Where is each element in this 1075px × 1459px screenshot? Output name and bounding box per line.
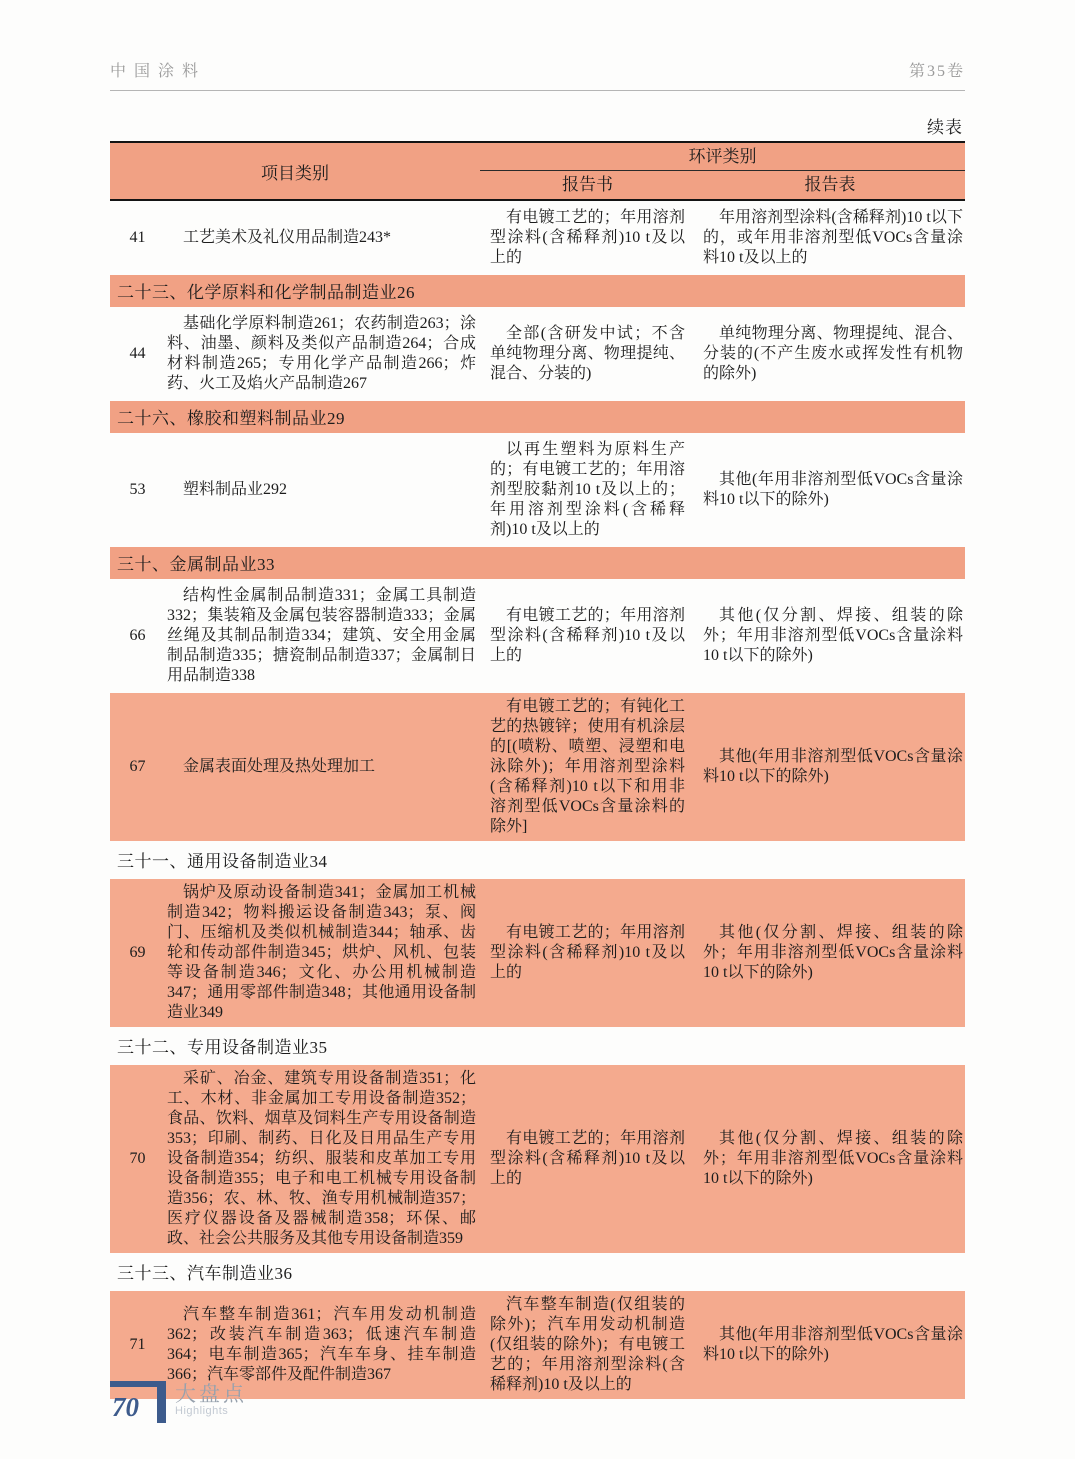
industry-section-header: 三十一、通用设备制造业34: [117, 852, 328, 871]
column-header-report-book: 报告书: [562, 175, 613, 194]
page-footer: [110, 1381, 247, 1423]
report-book-cell-text: 有电镀工艺的；年用溶剂型涂料(含稀释剂)10 t及以上的: [490, 607, 685, 664]
report-form-cell: [695, 747, 965, 787]
report-book-cell-text: 有电镀工艺的；年用溶剂型涂料(含稀释剂)10 t及以上的: [490, 924, 685, 981]
project-category-cell-text: 塑料制品业292: [183, 481, 288, 498]
footer-section-en: Highlights: [175, 1405, 229, 1417]
report-book-cell-text: 全部(含研发中试；不含单纯物理分离、物理提纯、混合、分装的): [490, 325, 685, 382]
row-number-cell-text: 69: [129, 944, 146, 961]
row-number-cell: [110, 626, 165, 646]
report-form-cell: [695, 606, 965, 666]
column-header-eia-group: [480, 143, 965, 199]
row-number-cell-text: 67: [129, 758, 146, 775]
report-form-cell-text: 其他(仅分割、焊接、组装的除外；年用非溶剂型低VOCs含量涂料10 t以下的除外): [703, 1130, 963, 1187]
report-book-cell: [480, 923, 695, 983]
project-category-cell: [165, 586, 480, 686]
project-category-cell: [165, 314, 480, 394]
row-number-cell-text: 71: [129, 1336, 146, 1353]
report-form-cell-text: 其他(仅分割、焊接、组装的除外；年用非溶剂型低VOCs含量涂料10 t以下的除外): [703, 607, 963, 664]
report-book-cell-text: 汽车整车制造(仅组装的除外)；汽车用发动机制造(仅组装的除外)；有电镀工艺的；年用溶剂型涂料(含稀释剂)10 t及以上的: [490, 1296, 685, 1393]
running-head: [110, 58, 965, 91]
industry-section-header: 三十二、专用设备制造业35: [117, 1038, 328, 1057]
row-number-cell-text: 70: [129, 1150, 146, 1167]
table-row: [110, 1065, 965, 1253]
page-number: 70: [112, 1392, 139, 1422]
volume-label: 第35卷: [908, 63, 965, 80]
continued-table-label: 续表: [927, 118, 963, 137]
report-form-cell: [695, 470, 965, 510]
project-category-cell-text: 工艺美术及礼仪用品制造243*: [183, 229, 392, 246]
row-number-cell: [110, 480, 165, 500]
report-form-cell: [695, 1325, 965, 1365]
report-book-cell-text: 以再生塑料为原料生产的；有电镀工艺的；年用溶剂型胶黏剂10 t及以上的；年用溶剂型涂料(含稀释剂)10 t及以上的: [490, 441, 685, 538]
report-book-cell-text: 有电镀工艺的；年用溶剂型涂料(含稀释剂)10 t及以上的: [490, 209, 685, 266]
row-number-cell: [110, 1335, 165, 1355]
footer-section-cn: 大盘点: [175, 1382, 247, 1406]
report-book-cell: [480, 1295, 695, 1395]
row-number-cell-text: 41: [129, 229, 146, 246]
column-header-report-form: 报告表: [804, 175, 856, 194]
project-category-cell: [165, 757, 480, 777]
report-form-cell: [695, 1129, 965, 1189]
table-row: [110, 582, 965, 690]
report-form-cell: [695, 208, 965, 268]
eia-category-text: 环评类别: [688, 147, 757, 166]
report-book-cell: [480, 208, 695, 268]
row-number-cell: [110, 943, 165, 963]
eia-subheaders: [480, 171, 965, 199]
journal-title: 中国涂料: [110, 63, 207, 80]
row-number-cell: [110, 228, 165, 248]
row-number-cell-text: 44: [129, 345, 146, 362]
report-book-cell: [480, 440, 695, 540]
report-form-cell-text: 其他(年用非溶剂型低VOCs含量涂料10 t以下的除外): [703, 748, 963, 785]
report-form-cell-text: 单纯物理分离、物理提纯、混合、分装的(不产生废水或挥发性有机物的除外): [703, 325, 963, 382]
row-number-cell-text: 53: [129, 481, 146, 498]
report-book-cell: [480, 1129, 695, 1189]
project-category-cell-text: 金属表面处理及热处理加工: [183, 758, 376, 775]
project-category-cell: [165, 228, 480, 248]
report-form-cell-text: 年用溶剂型涂料(含稀释剂)10 t以下的，或年用非溶剂型低VOCs含量涂料10 t及以上的: [703, 209, 963, 266]
project-category-cell: [165, 1069, 480, 1249]
page-number-badge: [110, 1381, 166, 1423]
row-number-cell: [110, 757, 165, 777]
project-category-cell-text: 结构性金属制品制造331；金属工具制造332；集装箱及金属包装容器制造333；金属丝绳及其制品制造334；建筑、安全用金属制品制造335；搪瓷制品制造337；金属制日用品制造338: [167, 587, 476, 684]
table-row: [110, 436, 965, 544]
report-book-cell-text: 有电镀工艺的；有钝化工艺的热镀锌；使用有机涂层的[(喷粉、喷塑、浸塑和电泳除外)；年用溶剂型涂料(含稀释剂)10 t以下和用非溶剂型低VOCs含量涂料的除外]: [490, 698, 685, 835]
table-body: [110, 204, 965, 1399]
report-book-cell: [480, 697, 695, 837]
industry-section-header: 三十、金属制品业33: [110, 547, 965, 579]
industry-section-header: 二十六、橡胶和塑料制品业29: [110, 401, 965, 433]
report-form-cell-text: 其他(年用非溶剂型低VOCs含量涂料10 t以下的除外): [703, 1326, 963, 1363]
eia-category-label: [480, 143, 965, 171]
badge-right-bar: [157, 1381, 166, 1423]
report-form-cell: [695, 923, 965, 983]
table-header: [110, 141, 965, 201]
industry-section-header: 三十三、汽车制造业36: [117, 1264, 293, 1283]
report-book-cell: [480, 606, 695, 666]
table-row: [110, 879, 965, 1027]
project-category-cell-text: 采矿、冶金、建筑专用设备制造351；化工、木材、非金属加工专用设备制造352；食品、饮料、烟草及饲料生产专用设备制造353；印刷、制药、日化及日用品生产专用设备制造354；纺织、服装和皮革加工专用设备制造355；电子和电工机械专用设备制造356；农、林、牧、渔专用机械制造357；医疗仪器设备及器械制造358；环保、邮政、社会公共服务及其他专用设备制造359: [167, 1070, 476, 1247]
project-category-cell: [165, 1305, 480, 1385]
row-number-cell: [110, 1149, 165, 1169]
report-book-cell: [480, 324, 695, 384]
project-category-cell-text: 基础化学原料制造261；农药制造263；涂料、油墨、颜料及类似产品制造264；合成材料制造265；专用化学产品制造266；炸药、火工及焰火产品制造267: [167, 315, 476, 392]
industry-section-header: 二十三、化学原料和化学制品制造业26: [110, 275, 965, 307]
table-row: [110, 693, 965, 841]
report-book-cell-text: 有电镀工艺的；年用溶剂型涂料(含稀释剂)10 t及以上的: [490, 1130, 685, 1187]
footer-section-title: [175, 1381, 247, 1418]
table-row: [110, 310, 965, 398]
row-number-cell: [110, 344, 165, 364]
project-category-cell: [165, 480, 480, 500]
eia-category-table: [110, 141, 965, 1399]
project-category-label: 项目类别: [261, 163, 329, 183]
row-number-cell-text: 66: [129, 627, 146, 644]
column-header-project-category: [110, 143, 480, 199]
table-row: [110, 204, 965, 272]
project-category-cell-text: 汽车整车制造361；汽车用发动机制造362；改装汽车制造363；低速汽车制造364；电车制造365；汽车车身、挂车制造366；汽车零部件及配件制造367: [167, 1306, 476, 1383]
report-form-cell-text: 其他(仅分割、焊接、组装的除外；年用非溶剂型低VOCs含量涂料10 t以下的除外): [703, 924, 963, 981]
report-form-cell: [695, 324, 965, 384]
project-category-cell-text: 锅炉及原动设备制造341；金属加工机械制造342；物料搬运设备制造343；泵、阀门、压缩机及类似机械制造344；轴承、齿轮和传动部件制造345；烘炉、风机、包装等设备制造346；文化、办公用机械制造347；通用零部件制造348；其他通用设备制造业349: [167, 884, 476, 1021]
project-category-cell: [165, 883, 480, 1023]
report-form-cell-text: 其他(年用非溶剂型低VOCs含量涂料10 t以下的除外): [703, 471, 963, 508]
